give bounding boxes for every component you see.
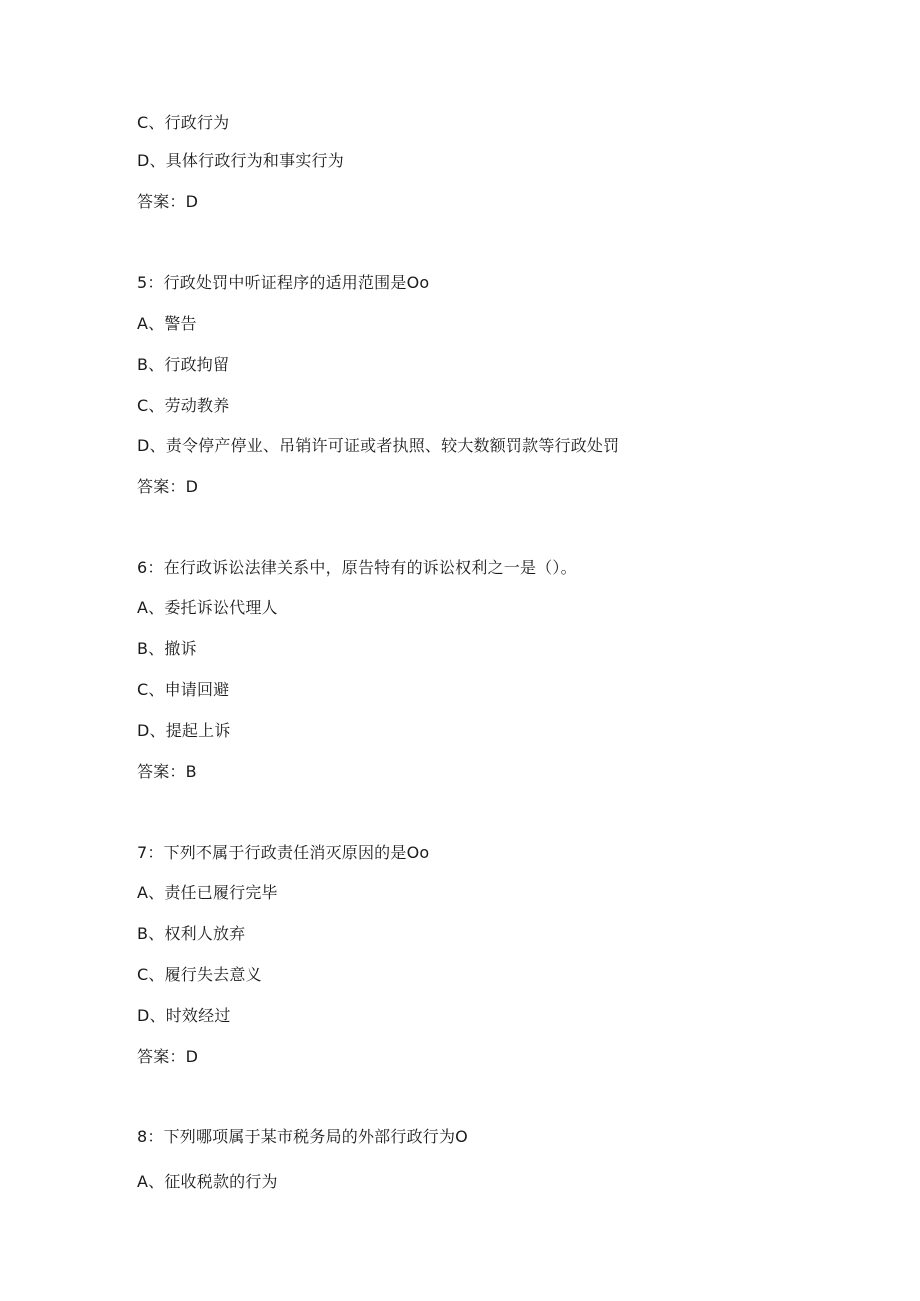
answer-q6: 答案：B bbox=[137, 762, 197, 781]
option-b-q7: B、权利人放弃 bbox=[137, 924, 246, 943]
option-c-q5: C、劳动教养 bbox=[137, 396, 230, 415]
option-a-q6: A、委托诉讼代理人 bbox=[137, 598, 278, 617]
question-6: 6：在行政诉讼法律关系中，原告特有的诉讼权利之一是（）。 bbox=[137, 558, 577, 577]
question-5: 5：行政处罚中听证程序的适用范围是Oo bbox=[137, 273, 430, 292]
option-c-q7: C、履行失去意义 bbox=[137, 965, 262, 984]
option-d-q6: D、提起上诉 bbox=[137, 721, 231, 740]
option-a-q8: A、征收税款的行为 bbox=[137, 1172, 278, 1191]
option-d-q4: D、具体行政行为和事实行为 bbox=[137, 151, 344, 170]
question-7: 7：下列不属于行政责任消灭原因的是Oo bbox=[137, 843, 430, 862]
option-c-q4: C、行政行为 bbox=[137, 113, 230, 132]
option-b-q6: B、撤诉 bbox=[137, 639, 197, 658]
option-c-q6: C、申请回避 bbox=[137, 680, 230, 699]
answer-q7: 答案：D bbox=[137, 1047, 199, 1066]
question-8: 8：下列哪项属于某市税务局的外部行政行为O bbox=[137, 1127, 468, 1146]
option-d-q7: D、时效经过 bbox=[137, 1006, 231, 1025]
answer-q5: 答案：D bbox=[137, 477, 199, 496]
answer-q4: 答案：D bbox=[137, 192, 199, 211]
option-a-q5: A、警告 bbox=[137, 314, 197, 333]
option-a-q7: A、责任已履行完毕 bbox=[137, 883, 278, 902]
option-b-q5: B、行政拘留 bbox=[137, 355, 230, 374]
option-d-q5: D、责令停产停业、吊销许可证或者执照、较大数额罚款等行政处罚 bbox=[137, 436, 620, 455]
